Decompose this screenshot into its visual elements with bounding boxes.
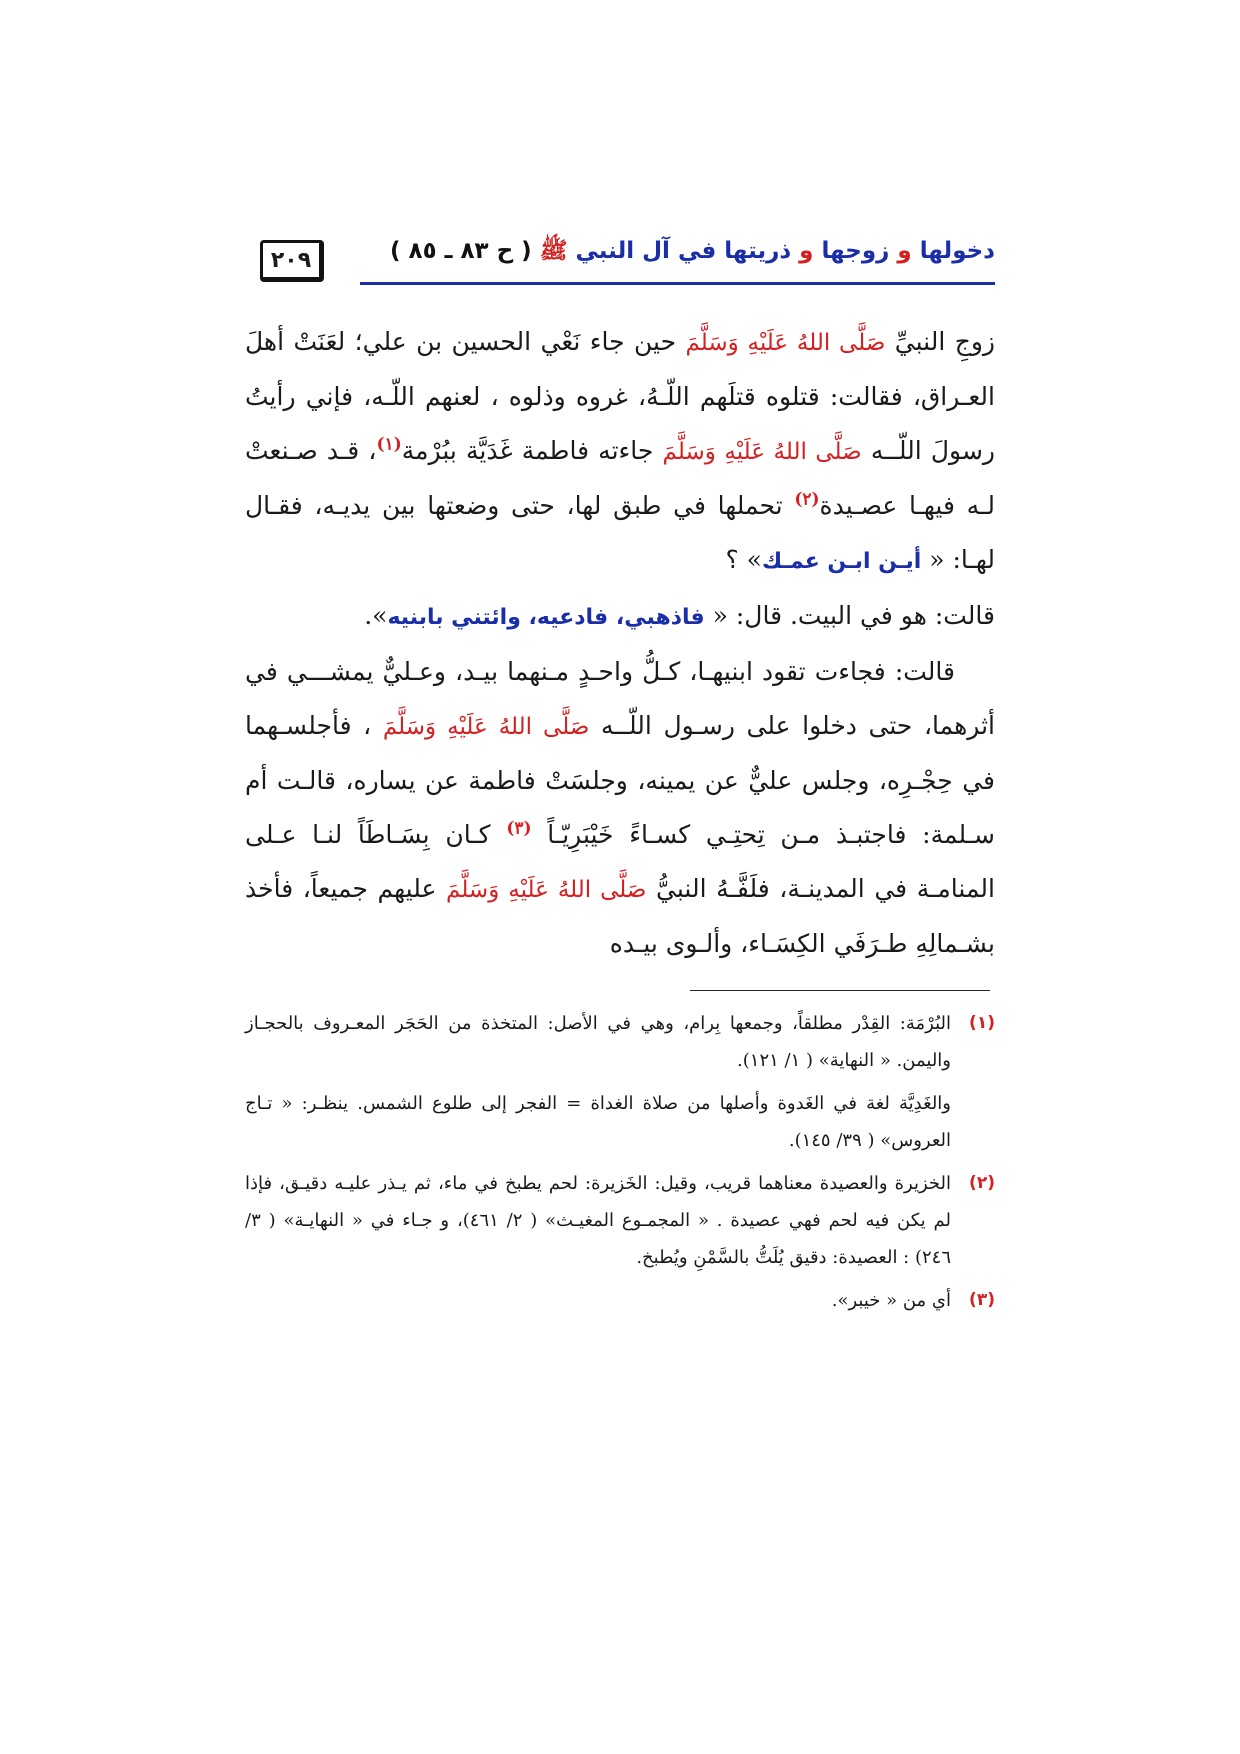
- main-text: [245, 315, 995, 971]
- salutation-phrase: صَلَّى اللهُ عَلَيْهِ وَسَلَّمَ: [382, 714, 590, 740]
- footnote-text: البُرْمَة: القِدْر مطلقاً، وجمعها بِرام، وهي في الأصل: المتخذة من الحَجَر المعـروف بالحجـاز واليمن. « النهاية» ( ١/ ١٢١).: [245, 1013, 951, 1071]
- footnote: [245, 1282, 995, 1319]
- footnotes: [245, 1005, 995, 1325]
- header-divider: [360, 282, 995, 285]
- text-run: » ؟: [725, 545, 762, 574]
- salutation-phrase: صَلَّى اللهُ عَلَيْهِ وَسَلَّمَ: [662, 439, 862, 465]
- page-number: ٢٠٩: [260, 240, 324, 282]
- salutation-phrase: صَلَّى اللهُ عَلَيْهِ وَسَلَّمَ: [685, 330, 886, 356]
- footnote-divider: [690, 990, 990, 991]
- quoted-speech: فاذهبي، فادعيه، وائتني بابنيه: [387, 605, 705, 630]
- quoted-speech: أيـن ابـن عمـك: [761, 549, 922, 574]
- footnote-text-continued: والغَدِيَّة لغة في الغَدوة وأصلها من صلاة الغداة = الفجر إلى طلوع الشمس. ينظـر: « تـاج العروس» ( ٣٩/ ١٤٥).: [245, 1093, 951, 1151]
- title-segment: زوجها: [821, 238, 890, 264]
- title-segment: و: [791, 238, 822, 264]
- title-segment: دخولها: [919, 238, 995, 264]
- footnote-ref: (١): [376, 434, 402, 455]
- title-segment: ذريتها في آل النبي: [575, 238, 792, 264]
- title-segment: و: [889, 238, 920, 264]
- text-run: عليهم جميعاً، فأخذ بشـمالِهِ طـرَفَي الكِسَـاء، وألـوى بيـده: [245, 874, 995, 958]
- footnote: [245, 1005, 995, 1159]
- text-run: تحملها في طبق لها، حتى وضعتها بين يديـه، فقـال لهـا: «: [245, 491, 995, 574]
- text-run: كـان بِسَـاطَاً لنـا عـلى المنامـة في المدينـة، فلَفَّـهُ النبيُّ: [245, 820, 995, 903]
- footnote-number: (٣): [969, 1290, 995, 1310]
- running-title: [390, 236, 995, 270]
- text-run: زوجِ النبيِّ: [885, 327, 995, 356]
- title-segment: ( ح ٨٣ ـ ٨٥ ): [390, 238, 532, 264]
- text-run: ».: [364, 601, 388, 630]
- title-segment: ﷺ: [531, 238, 576, 264]
- salutation-phrase: صَلَّى اللهُ عَلَيْهِ وَسَلَّمَ: [446, 877, 647, 903]
- text-run: قالت: هو في البيت. قال: «: [704, 601, 995, 630]
- text-run: ، قـد صـنعتْ لـه فيهـا عصـيدة: [245, 436, 995, 520]
- paragraph-3: [245, 645, 995, 971]
- paragraph-2: [245, 589, 995, 645]
- footnote-number: (١): [969, 1013, 995, 1033]
- footnote-ref: (٣): [506, 818, 532, 839]
- footnote-text: أي من « خيبر».: [831, 1290, 951, 1311]
- text-run: قالت: فجاءت تقود ابنيهـا، كـلُّ واحـدٍ مـنهما بيـد، وعـليٌّ يمشـــي في أثرهما، حتى دخلوا على رسـول اللّــه: [245, 657, 996, 740]
- paragraph-1: [245, 315, 995, 589]
- footnote: [245, 1165, 995, 1276]
- footnote-number: (٢): [969, 1173, 995, 1193]
- footnote-text: الخزيرة والعصيدة معناهما قريب، وقيل: الخَزيرة: لحم يطبخ في ماء، ثم يـذر عليـه دقيـق، فإذا لم يكن فيه لحم فهي عصيدة . « المجمـوع المغيـث» ( ٢/ ٤٦١)، و جـاء في « النهايـة» ( ٣/ ٢٤٦) : العصيدة: دقيق يُلَتُّ بالسَّمْنِ ويُطبخ.: [245, 1173, 951, 1268]
- text-run: حين جاء نَعْي الحسين بن علي؛ لعَنَتْ أهلَ العـراق، فقالت: قتلوه قتلَهم اللّـهُ، غروه وذلوه ، لعنهم اللّـه، فإني رأيتُ رسولَ اللّــه: [245, 327, 995, 465]
- footnote-ref: (٢): [794, 489, 820, 510]
- text-run: ، فأجلسـهما في حِجْـرِه، وجلس عليٌّ عن يمينه، وجلسَتْ فاطمة عن يساره، قالـت أم سـلمة: فاجتبـذ مـن تِحتِـي كسـاءً خَيْبَرِيّـاً: [245, 711, 996, 849]
- page-header: [245, 226, 995, 286]
- text-run: جاءته فاطمة غَدَيَّة ببُرْمة: [401, 436, 663, 465]
